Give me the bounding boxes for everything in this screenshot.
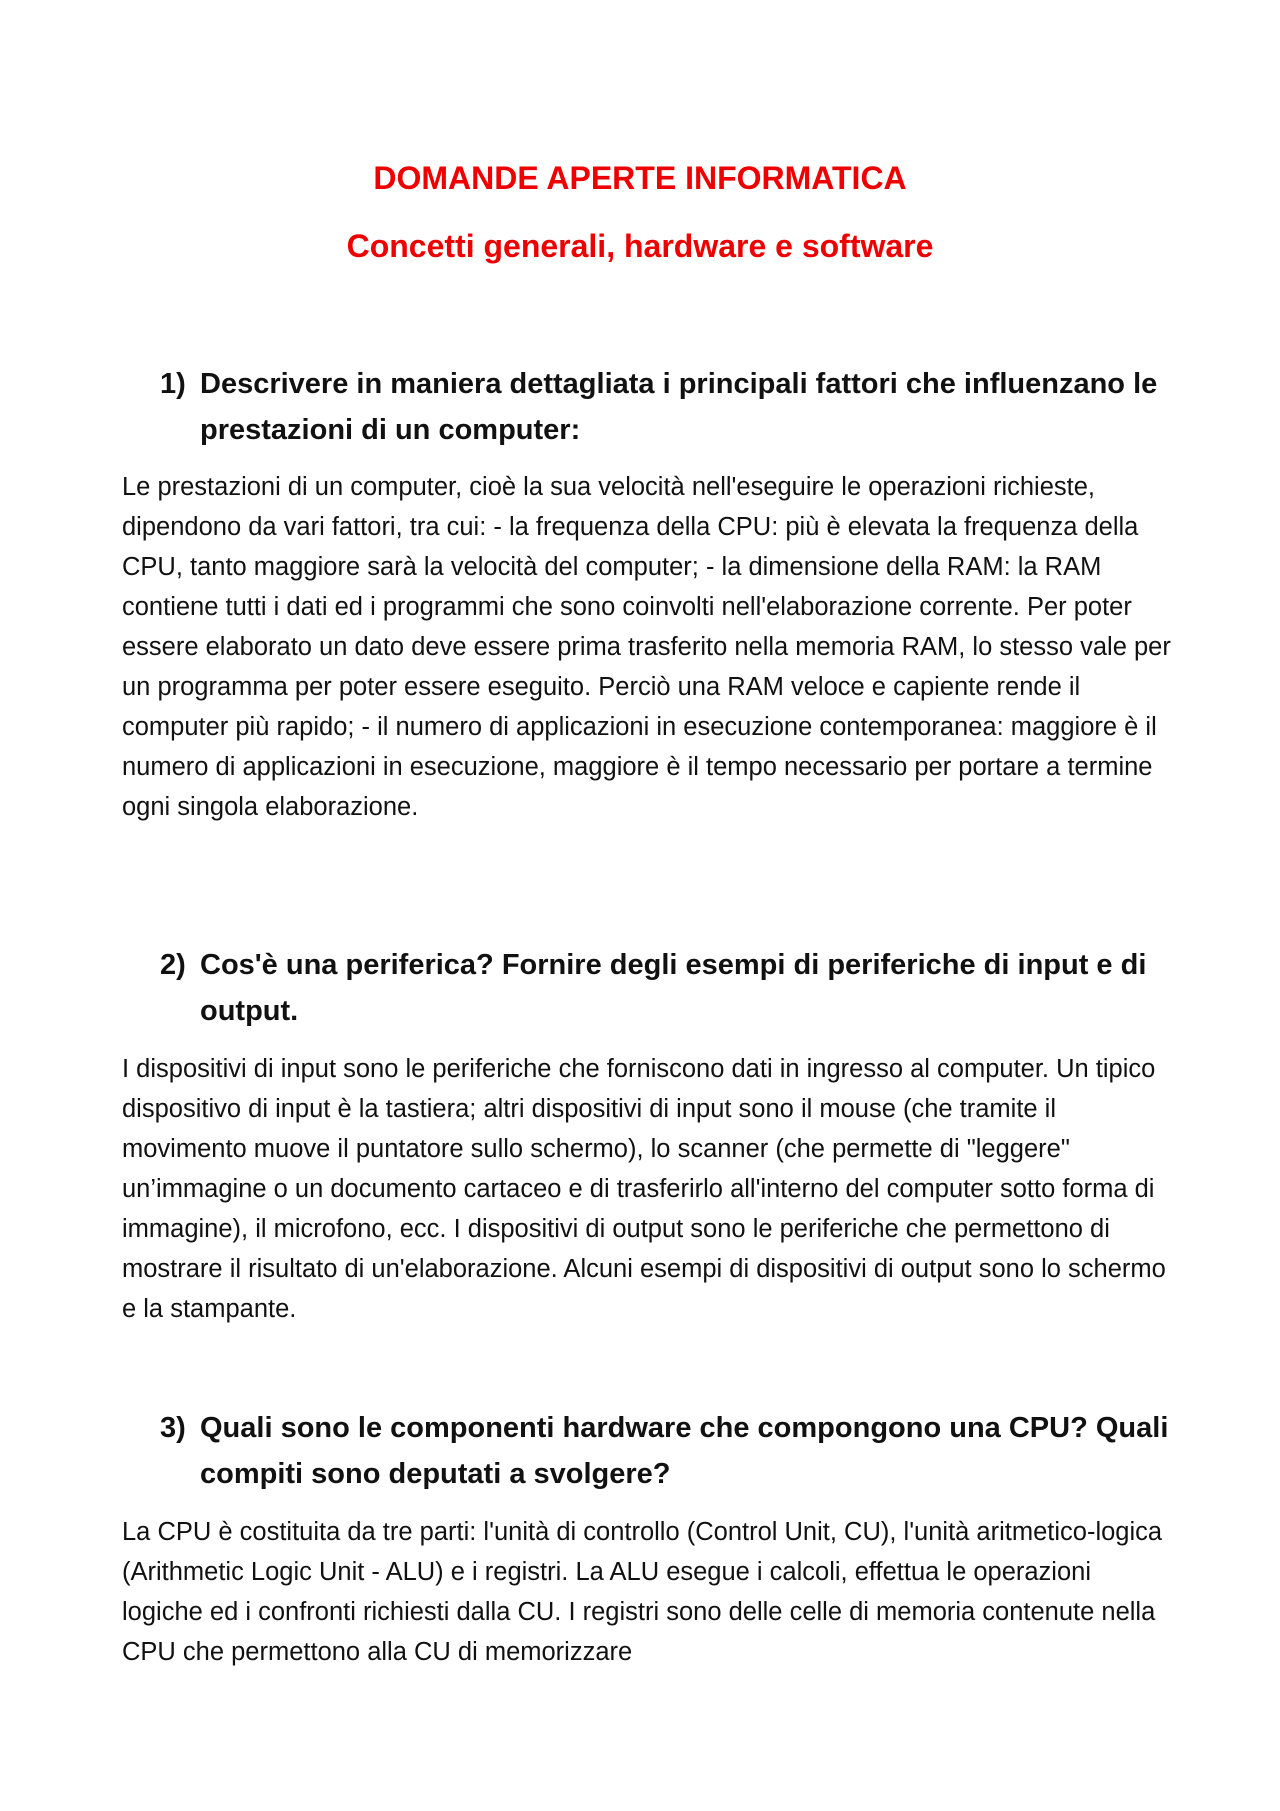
question-number: 2) <box>160 949 186 981</box>
document-title: DOMANDE APERTE INFORMATICA <box>373 160 907 196</box>
answer-2: I dispositivi di input sono le periferiche che forniscono dati in ingresso al computer. Un tipico dispositivo di input è la tastiera; altri dispositivi di input sono il mouse (che tramite il movimento muove il puntatore sullo schermo), lo scanner (che permette di "leggere" un’immagine o un documento cartaceo e di trasferirlo all'interno del computer sotto forma di immagine), il microfono, ecc. I dispositivi di output sono le periferiche che permettono di mostrare il risultato di un'elaborazione. Alcuni esempi di dispositivi di output sono lo schermo e la stampante. <box>122 1055 1166 1323</box>
question-text: Quali sono le componenti hardware che compongono una CPU? Quali compiti sono deputati a svolgere? <box>200 1412 1169 1490</box>
answer-3: La CPU è costituita da tre parti: l'unità di controllo (Control Unit, CU), l'unità aritmetico-logica (Arithmetic Logic Unit - ALU) e i registri. La ALU esegue i calcoli, effettua le operazioni logiche ed i confronti richiesti dalla CU. I registri sono delle celle di memoria contenute nella CPU che permettono alla CU di memorizzare <box>122 1518 1163 1666</box>
question-3 <box>160 1405 1170 1497</box>
question-text: Descrivere in maniera dettagliata i principali fattori che influenzano le prestazioni di un computer: <box>200 368 1158 446</box>
question-number: 1) <box>160 368 186 400</box>
question-2 <box>160 942 1170 1034</box>
question-number: 3) <box>160 1412 186 1444</box>
question-text: Cos'è una periferica? Fornire degli esempi di periferiche di input e di output. <box>200 949 1147 1027</box>
answer-1: Le prestazioni di un computer, cioè la sua velocità nell'eseguire le operazioni richieste, dipendono da vari fattori, tra cui: - la frequenza della CPU: più è elevata la frequenza della CPU, tanto maggiore sarà la velocità del computer; - la dimensione della RAM: la RAM contiene tutti i dati ed i programmi che sono coinvolti nell'elaborazione corrente. Per poter essere elaborato un dato deve essere prima trasferito nella memoria RAM, lo stesso vale per un programma per poter essere eseguito. Perciò una RAM veloce e capiente rende il computer più rapido; - il numero di applicazioni in esecuzione contemporanea: maggiore è il numero di applicazioni in esecuzione, maggiore è il tempo necessario per portare a termine ogni singola elaborazione. <box>122 473 1171 821</box>
document-subtitle: Concetti generali, hardware e software <box>346 228 934 264</box>
question-1 <box>160 361 1170 453</box>
